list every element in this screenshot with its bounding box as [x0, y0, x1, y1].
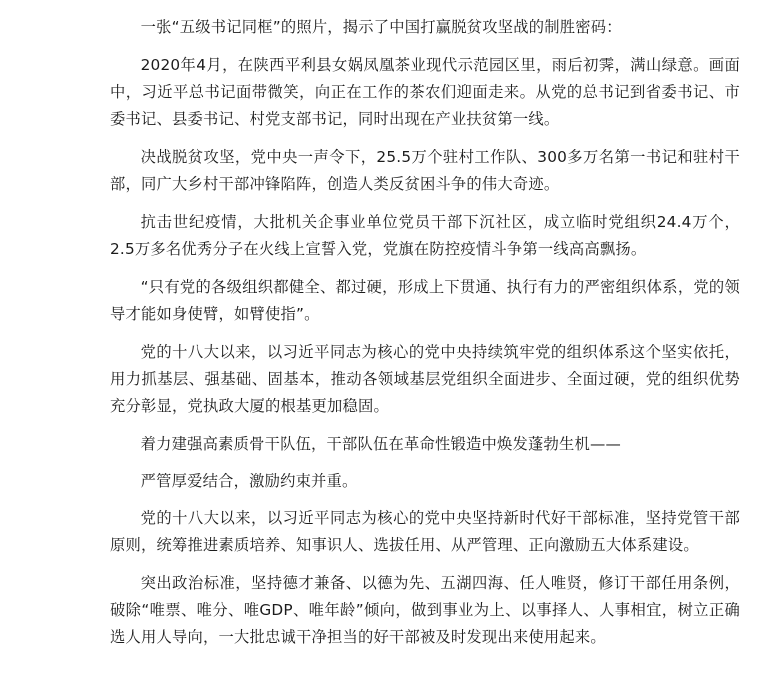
paragraph: 严管厚爱结合，激励约束并重。 — [140, 472, 358, 490]
paragraph: 决战脱贫攻坚，党中央一声令下，25.5万个驻村工作队、300多万名第一书记和驻村干部，同广大乡村干部冲锋陷阵，创造人类反贫困斗争的伟大奇迹。 — [110, 148, 740, 193]
paragraph: 一张“五级书记同框”的照片，揭示了中国打赢脱贫攻坚战的制胜密码： — [140, 18, 622, 36]
paragraph: 着力建强高素质骨干队伍，干部队伍在革命性锻造中焕发蓬勃生机—— — [140, 435, 621, 453]
paragraph: 突出政治标准，坚持德才兼备、以德为先、五湖四海、任人唯贤，修订干部任用条例，破除“唯票、唯分、唯GDP、唯年龄”倾向，做到事业为上、以事择人、人事相宜，树立正确选人用人导向，一大批忠诚干净担当的好干部被及时发现出来使用起来。 — [110, 574, 740, 646]
paragraph: 2020年4月，在陕西平利县女娲凤凰茶业现代示范园区里，雨后初霁，满山绿意。画面中，习近平总书记面带微笑，向正在工作的茶农们迎面走来。从党的总书记到省委书记、市委书记、县委书记、村党支部书记，同时出现在产业扶贫第一线。 — [110, 56, 740, 128]
paragraph: 党的十八大以来，以习近平同志为核心的党中央持续筑牢党的组织体系这个坚实依托，用力抓基层、强基础、固基本，推动各领域基层党组织全面进步、全面过硬，党的组织优势充分彰显，党执政大厦的根基更加稳固。 — [110, 343, 740, 415]
paragraph-quote: “只有党的各级组织都健全、都过硬，形成上下贯通、执行有力的严密组织体系，党的领导才能如身使臂，如臂使指”。 — [110, 278, 740, 323]
paragraph: 党的十八大以来，以习近平同志为核心的党中央坚持新时代好干部标准，坚持党管干部原则，统筹推进素质培养、知事识人、选拔任用、从严管理、正向激励五大体系建设。 — [110, 509, 740, 554]
paragraph: 抗击世纪疫情，大批机关企事业单位党员干部下沉社区，成立临时党组织24.4万个，2.5万多名优秀分子在火线上宣誓入党，党旗在防控疫情斗争第一线高高飘扬。 — [110, 213, 740, 258]
